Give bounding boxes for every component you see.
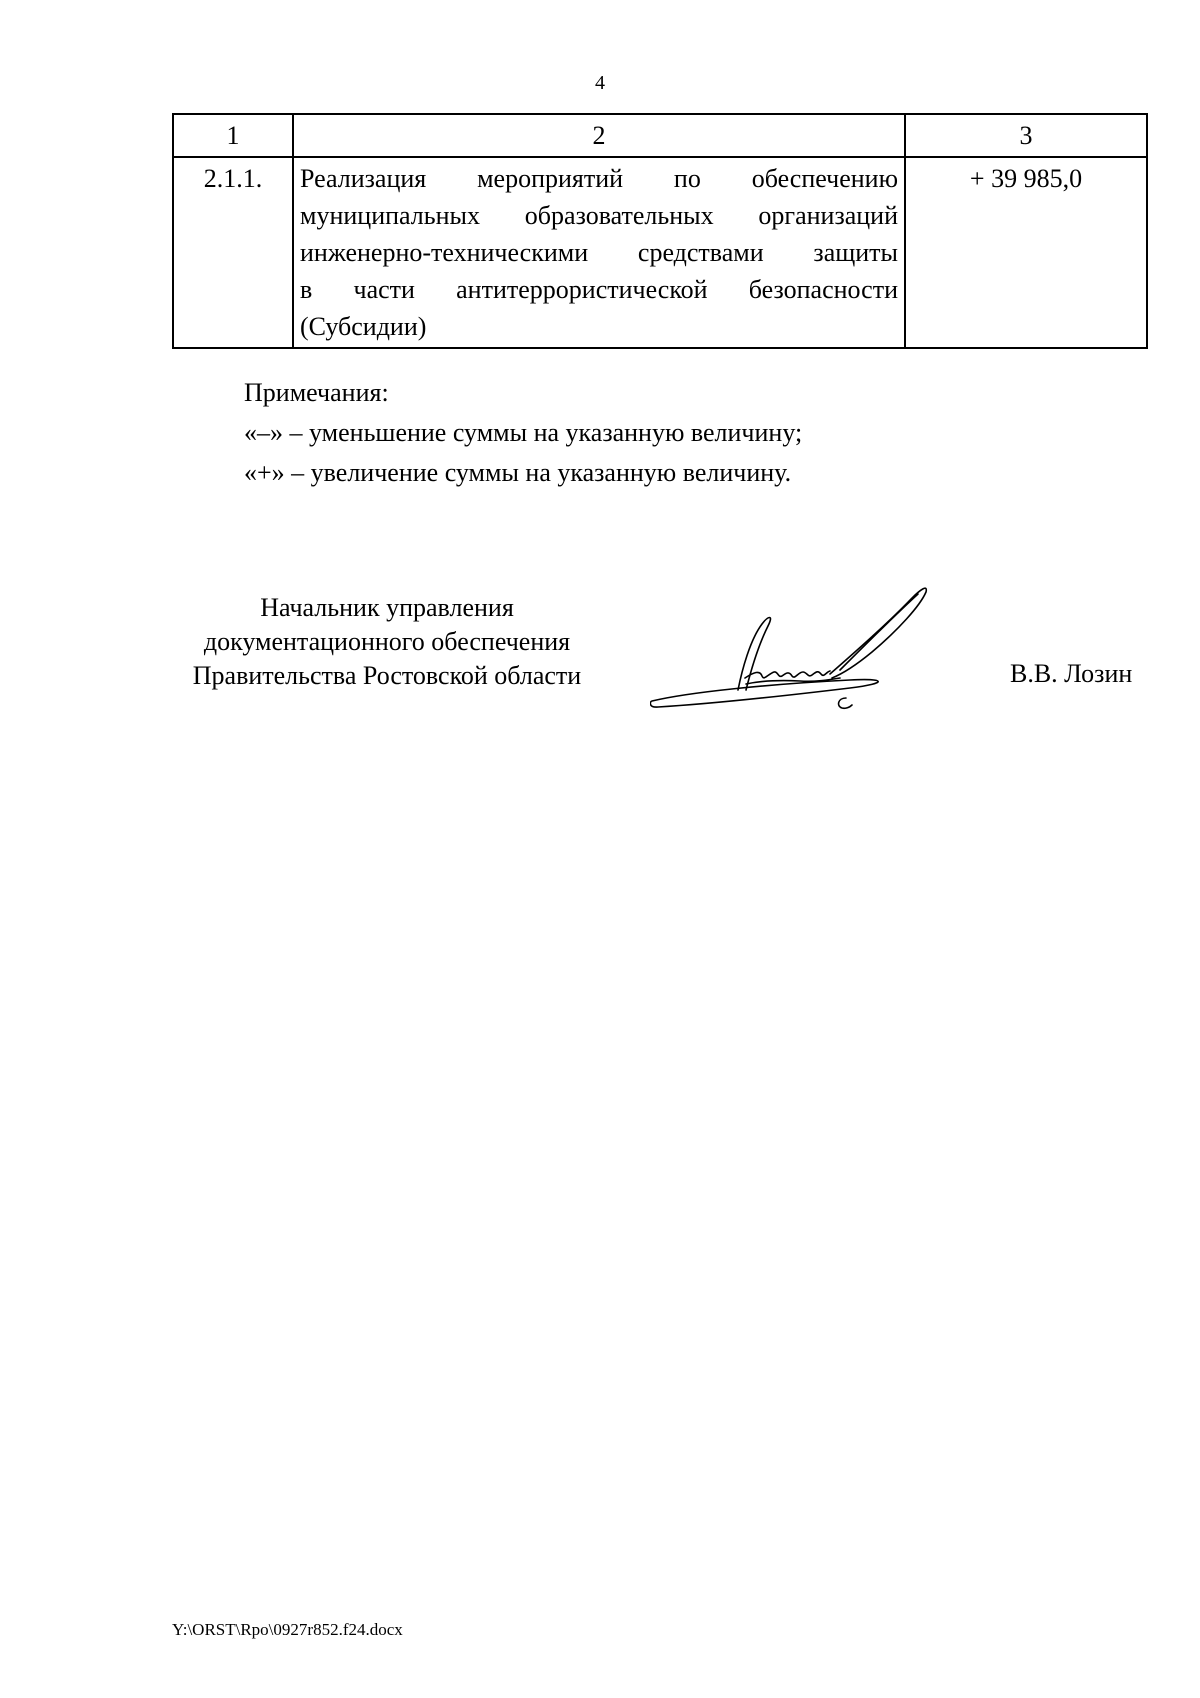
row-number: 2.1.1. <box>173 157 293 348</box>
allocation-table <box>172 113 1148 349</box>
header-cell-2: 2 <box>293 114 905 157</box>
note-minus: «–» – уменьшение суммы на указанную величину; <box>244 418 803 447</box>
page-number: 4 <box>595 72 605 94</box>
description-line-4: в части антитеррористической безопасности <box>300 275 898 304</box>
signer-name: В.В. Лозин <box>1010 659 1133 688</box>
table-header-row <box>173 114 1147 157</box>
header-cell-3: 3 <box>905 114 1147 157</box>
description-line-1: Реализация мероприятий по обеспечению <box>300 164 898 193</box>
signatory-position <box>172 591 602 693</box>
document-file-path: Y:\ORST\Rpo\0927r852.f24.docx <box>172 1620 403 1639</box>
notes-title: Примечания: <box>244 378 389 407</box>
description-line-3: инженерно-техническими средствами защиты <box>300 238 898 267</box>
note-plus: «+» – увеличение суммы на указанную величину. <box>244 458 792 487</box>
position-line-2: документационного обеспечения <box>203 627 571 656</box>
header-cell-1: 1 <box>173 114 293 157</box>
table-row <box>173 157 1147 348</box>
description-line-5: (Субсидии) <box>300 312 427 341</box>
row-description <box>293 157 905 348</box>
position-line-3: Правительства Ростовской области <box>192 661 582 690</box>
notes-section <box>244 373 802 493</box>
position-line-1: Начальник управления <box>260 593 514 622</box>
handwritten-signature <box>650 580 980 730</box>
description-line-2: муниципальных образовательных организаций <box>300 201 898 230</box>
row-value: + 39 985,0 <box>905 157 1147 348</box>
